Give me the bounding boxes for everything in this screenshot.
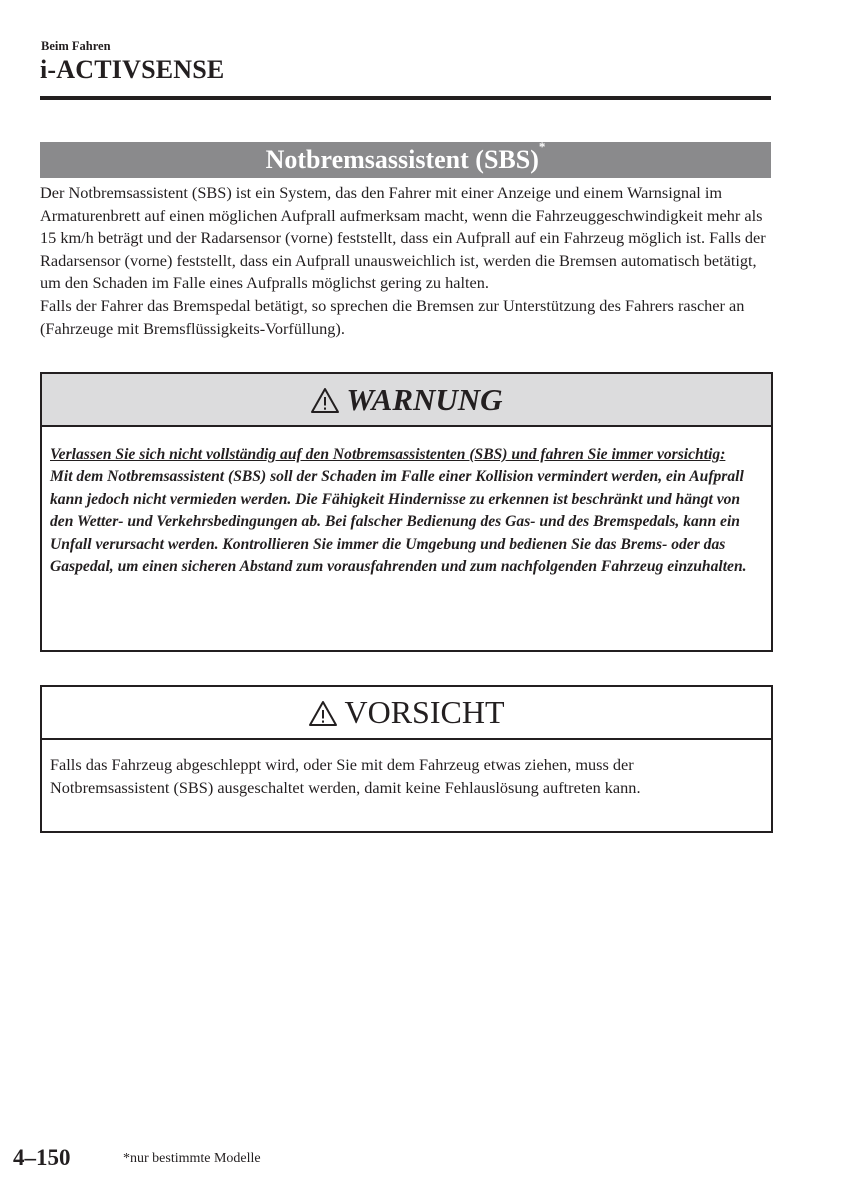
section-title-marker: *	[538, 139, 546, 154]
warning-label: WARNUNG	[346, 381, 503, 417]
warning-triangle-icon	[308, 700, 338, 727]
chapter-title: i-ACTIVSENSE	[40, 55, 225, 84]
warning-lead: Verlassen Sie sich nicht vollständig auf den Notbremsassistenten (SBS) und fahren Sie immer vorsichtig:	[50, 446, 726, 463]
warning-box	[40, 372, 773, 652]
section-title: Notbremsassistent (SBS)	[265, 145, 539, 174]
warning-header	[42, 374, 771, 427]
chapter-kicker: Beim Fahren	[41, 39, 111, 53]
warning-text: Mit dem Notbremsassistent (SBS) soll der Schaden im Falle einer Kollision vermindert werden, ein Aufprall kann jedoch nicht vermieden werden. Die Fähigkeit Hindernisse zu erkennen ist beschränkt und hängt von den Wetter- und Verkehrsbedingungen ab. Bei falscher Bedienung des Gas- und des Bremspedals, kann ein Unfall verursacht werden. Kontrollieren Sie immer die Umgebung und bedienen Sie das Brems- oder das Gaspedal, um einen sicheren Abstand zum vorausfahrenden und zum nachfolgenden Fahrzeug einzuhalten.	[50, 468, 747, 576]
footnote: *nur bestimmte Modelle	[123, 1151, 261, 1166]
caution-box	[40, 685, 773, 833]
caution-text: Falls das Fahrzeug abgeschleppt wird, oder Sie mit dem Fahrzeug etwas ziehen, muss der Notbremsassistent (SBS) ausgeschaltet werden, damit keine Fehlauslösung auftreten kann.	[50, 755, 641, 797]
warning-body	[42, 427, 771, 578]
section-title-bar	[40, 139, 771, 178]
header-divider	[40, 96, 771, 100]
intro-text	[40, 182, 775, 340]
caution-label: VORSICHT	[344, 694, 505, 730]
intro-paragraph-1: Der Notbremsassistent (SBS) ist ein System, das den Fahrer mit einer Anzeige und einem Warnsignal im Armaturenbrett auf einen möglichen Aufprall aufmerksam macht, wenn die Fahrzeuggeschwindigkeit mehr als 15 km/h beträgt und der Radarsensor (vorne) feststellt, dass ein Aufprall auf ein Fahrzeug möglich ist. Falls der Radarsensor (vorne) feststellt, dass ein Aufprall unausweichlich ist, werden die Bremsen automatisch betätigt, um den Schaden im Falle eines Aufpralls möglichst gering zu halten.	[40, 183, 766, 293]
caution-header	[42, 687, 771, 740]
warning-triangle-icon	[310, 387, 340, 414]
intro-paragraph-2: Falls der Fahrer das Bremspedal betätigt, so sprechen die Bremsen zur Unterstützung des Fahrers rascher an (Fahrzeuge mit Bremsflüssigkeits-Vorfüllung).	[40, 295, 745, 338]
page-number: 4–150	[13, 1145, 71, 1170]
